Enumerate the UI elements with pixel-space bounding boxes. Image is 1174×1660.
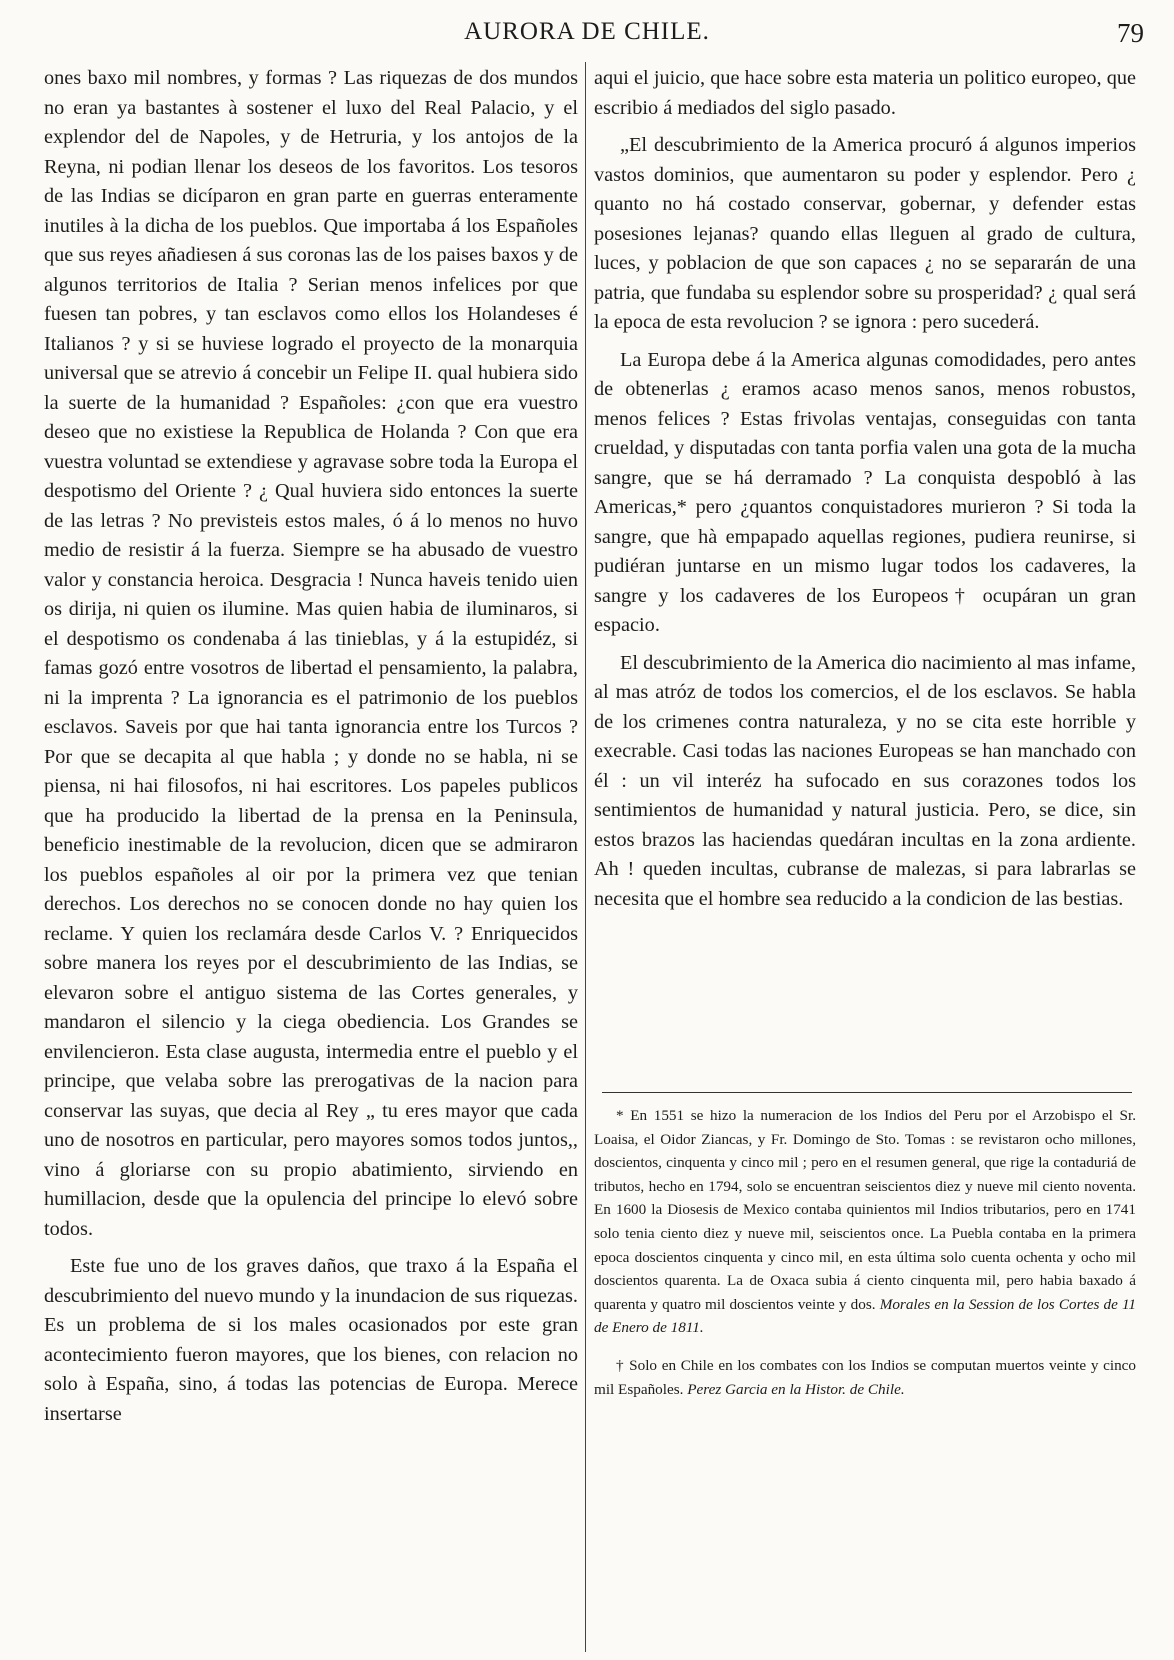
footnote-1-source: Morales en la Session de los Cortes de 11 de Enero de 1811. <box>594 1295 1137 1337</box>
running-title: AURORA DE CHILE. <box>464 18 710 45</box>
left-paragraph-2: Este fue uno de los graves daños, que traxo á la España el descubrimiento del nuevo mundo y la inundacion de sus riquezas. Es un problema de si los males ocasionados por este gran acontecimiento fueron mayores, que los bienes, con relacion no solo à España, sino, á todas las potencias de Europa. Merece insertarse <box>44 1255 578 1425</box>
page-header <box>0 14 1174 54</box>
right-paragraph-4: El descubrimiento de la America dio nacimiento al mas infame, al mas atróz de todos los comercios, el de los esclavos. Se habla de los crimenes contra naturaleza, y no se cita este horrible y execrable. Casi todas las naciones Europeas se han manchado con él : un vil interéz ha sufocado en sus corazones todos los sentimientos de humanidad y natural justicia. Pero, se dice, sin estos brazos las haciendas quedáran incultas en la zona ardiente. Ah ! queden incultas, cubranse de malezas, si para labrarlas se necesita que el hombre sea reducido a la condicion de las bestias. <box>594 651 1136 910</box>
right-paragraph-1: aqui el juicio, que hace sobre esta materia un politico europeo, que escribio á mediados del siglo pasado. <box>594 67 1136 119</box>
column-divider <box>585 62 586 1652</box>
footnote-1-text: * En 1551 se hizo la numeracion de los Indios del Peru por el Arzobispo el Sr. Loaisa, el Oidor Ziancas, y Fr. Domingo de Sto. Tomas : se revistaron ocho millones, doscientos, cinquenta y cinco mil ; pero en el resumen general, que rige la contaduriá de tributos, hecho en 1794, solo se encuentran seiscientos diez y nueve mil ciento noventa. En 1600 la Diosesis de Mexico contaba quinientos mil Indios tributarios, pero en 1741 solo tenia ciento diez y nueve mil, seiscientos once. La Puebla contaba en la primera epoca doscientos cinquenta y cinco mil, en esta última solo cuenta ochenta y ocho mil doscientos quarenta. La de Oxaca subia á ciento cinquenta mil, pero habia baxado á quarenta y quatro mil doscientos veinte y dos. <box>594 1107 1136 1313</box>
footnote-divider <box>602 1092 1132 1093</box>
footnotes <box>594 1104 1136 1415</box>
left-column <box>44 64 578 1437</box>
right-column <box>594 64 1136 922</box>
footnote-2-text: † Solo en Chile en los combates con los Indios se computan muertos veinte y cinco mil Españoles. <box>594 1356 1136 1398</box>
footnote-2 <box>594 1354 1136 1401</box>
footnote-1 <box>594 1104 1136 1340</box>
footnote-2-source: Perez Garcia en la Histor. de Chile. <box>687 1380 905 1398</box>
right-paragraph-2: „El descubrimiento de la America procuró á algunos imperios vastos dominios, que aumentaron su poder y esplendor. Pero ¿ quanto no há costado conservar, gobernar, y defender estas posesiones lejanas? quando ellas lleguen al grado de cultura, luces, y poblacion de que son capaces ¿ no se separarán de una patria, que fundaba su esplendor sobre su prosperidad? ¿ qual será la epoca de esta revolucion ? se ignora : pero sucederá. <box>594 134 1136 333</box>
left-paragraph-1: ones baxo mil nombres, y formas ? Las riquezas de dos mundos no eran ya bastantes à sostener el luxo del Real Palacio, y el explendor del de Napoles, y de Hetruria, y los antojos de la Reyna, ni podian llenar los deseos de los favoritos. Los tesoros de las Indias se dicíparon en gran parte en guerras enteramente inutiles à la dicha de los pueblos. Que importaba á los Españoles que sus reyes añadiesen á sus coronas las de los paises baxos y de algunos territorios de Italia ? Serian menos infelices por que fuesen tan pobres, y tan esclavos como ellos los Holandeses é Italianos ? y si se huviese logrado el proyecto de la monarquia universal que se atrevio á concebir un Felipe II. qual hubiera sido la suerte de la humanidad ? Españoles: ¿con que era vuestro deseo que no existiese la Republica de Holanda ? Con que era vuestra voluntad se extendiese y agravase sobre toda la Europa el despotismo del Oriente ? ¿ Qual huviera sido entonces la suerte de las letras ? No previsteis estos males, ó á lo menos no huvo medio de resistir á la fuerza. Siempre se ha abusado de vuestro valor y constancia heroica. Desgracia ! Nunca haveis tenido uien os dirija, ni quien os ilumine. Mas quien habia de iluminaros, si el despotismo os condenaba á las tinieblas, y á la estupidéz, si famas gozó entre vosotros de libertad el pensamiento, la palabra, ni la imprenta ? La ignorancia es el patrimonio de los pueblos esclavos. Saveis por que hai tanta ignorancia entre los Turcos ? Por que se decapita al que habla ; y donde no se habla, ni se piensa, ni hai filosofos, ni hai escritores. Los papeles publicos que ha producido la libertad de la prensa en la Peninsula, beneficio inestimable de la revolucion, dicen que se admiraron los pueblos españoles al oir por la primera vez que tenian derechos. Los derechos no se conocen donde no hay quien los reclame. Y quien los reclamára desde Carlos V. ? Enriquecidos sobre manera los reyes por el descubrimiento de las Indias, se elevaron sobre el antiguo sistema de las Cortes generales, y mandaron el silencio y la ciega obediencia. Los Grandes se envilencieron. Esta clase augusta, intermedia entre el pueblo y el principe, que velaba sobre las prerogativas de la nacion para conservar las suyas, que decia al Rey „ tu eres mayor que cada uno de nosotros en particular, pero mayores somos todos juntos,, vino á gloriarse con su propio abatimiento, sirviendo en humillacion, desde que la opulencia del principe lo elevó sobre todos. <box>44 67 578 1240</box>
page-number: 79 <box>1117 18 1144 48</box>
right-paragraph-3: La Europa debe á la America algunas comodidades, pero antes de obtenerlas ¿ eramos acaso menos sanos, menos robustos, menos felices ? Estas frivolas ventajas, conseguidas con tanta crueldad, y disputadas con tanta porfia valen una gota de la mucha sangre, que se há derramado ? La conquista despobló à las Americas,* pero ¿quantos conquistadores murieron ? Si toda la sangre, que hà empapado aquellas regiones, pudiera reunirse, si pudiéran juntarse en un mismo lugar todos los cadaveres, la sangre y los cadaveres de los Europeos† ocupáran un gran espacio. <box>594 348 1136 636</box>
